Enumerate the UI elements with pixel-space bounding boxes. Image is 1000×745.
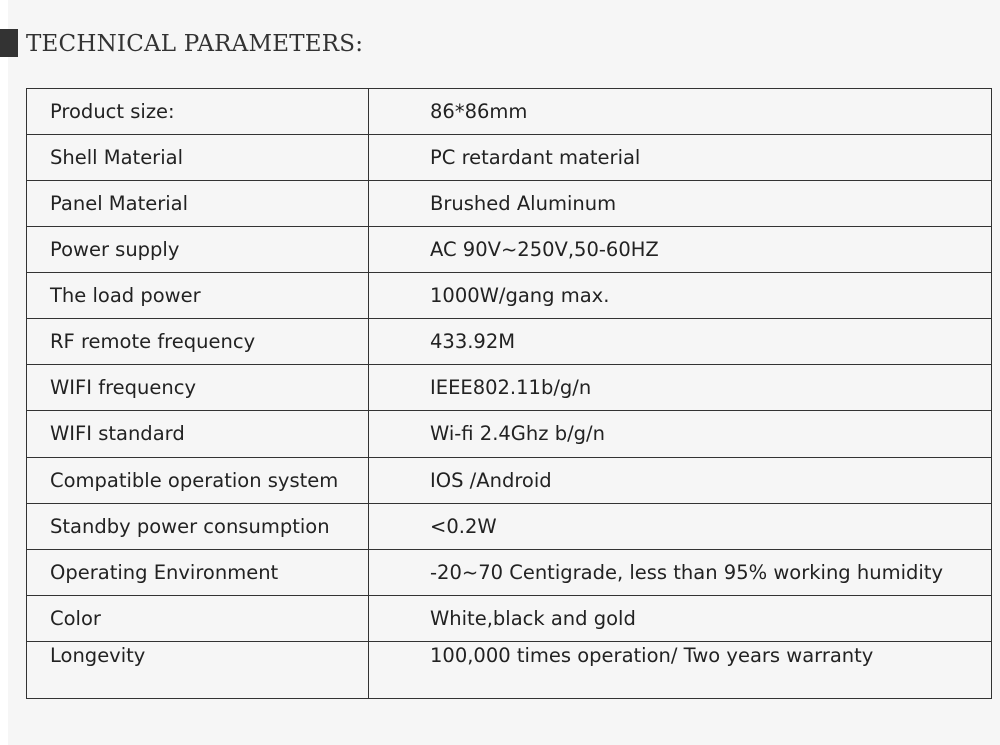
parameter-value: IOS /Android	[369, 457, 992, 503]
parameter-value: -20~70 Centigrade, less than 95% working humidity	[369, 549, 992, 595]
table-row	[27, 181, 992, 227]
parameter-label: Color	[27, 595, 369, 641]
parameter-label: Panel Material	[27, 181, 369, 227]
parameters-table-body	[27, 89, 992, 699]
parameter-value: PC retardant material	[369, 135, 992, 181]
parameter-label: The load power	[27, 273, 369, 319]
parameter-value: IEEE802.11b/g/n	[369, 365, 992, 411]
parameter-label: WIFI frequency	[27, 365, 369, 411]
table-row	[27, 411, 992, 457]
parameters-table	[26, 88, 992, 699]
parameter-value: Wi-fi 2.4Ghz b/g/n	[369, 411, 992, 457]
parameter-label: Compatible operation system	[27, 457, 369, 503]
parameter-value: 1000W/gang max.	[369, 273, 992, 319]
parameter-label: Operating Environment	[27, 549, 369, 595]
table-row	[27, 227, 992, 273]
table-row	[27, 273, 992, 319]
parameter-label: WIFI standard	[27, 411, 369, 457]
table-row	[27, 89, 992, 135]
table-row	[27, 595, 992, 641]
table-row	[27, 457, 992, 503]
parameter-value: AC 90V~250V,50-60HZ	[369, 227, 992, 273]
table-row	[27, 319, 992, 365]
table-row	[27, 135, 992, 181]
parameter-label: Shell Material	[27, 135, 369, 181]
parameter-label: Power supply	[27, 227, 369, 273]
table-row	[27, 503, 992, 549]
page-title: TECHNICAL PARAMETERS:	[26, 31, 364, 57]
parameter-value: 100,000 times operation/ Two years warranty	[369, 641, 992, 698]
table-row	[27, 365, 992, 411]
parameter-label: RF remote frequency	[27, 319, 369, 365]
parameter-value: 86*86mm	[369, 89, 992, 135]
left-margin-strip	[0, 0, 8, 745]
title-marker	[0, 29, 18, 57]
parameter-value: <0.2W	[369, 503, 992, 549]
parameter-label: Longevity	[27, 641, 369, 698]
parameter-value: White,black and gold	[369, 595, 992, 641]
parameter-label: Standby power consumption	[27, 503, 369, 549]
table-row	[27, 641, 992, 698]
table-row	[27, 549, 992, 595]
parameter-label: Product size:	[27, 89, 369, 135]
parameter-value: 433.92M	[369, 319, 992, 365]
parameter-value: Brushed Aluminum	[369, 181, 992, 227]
